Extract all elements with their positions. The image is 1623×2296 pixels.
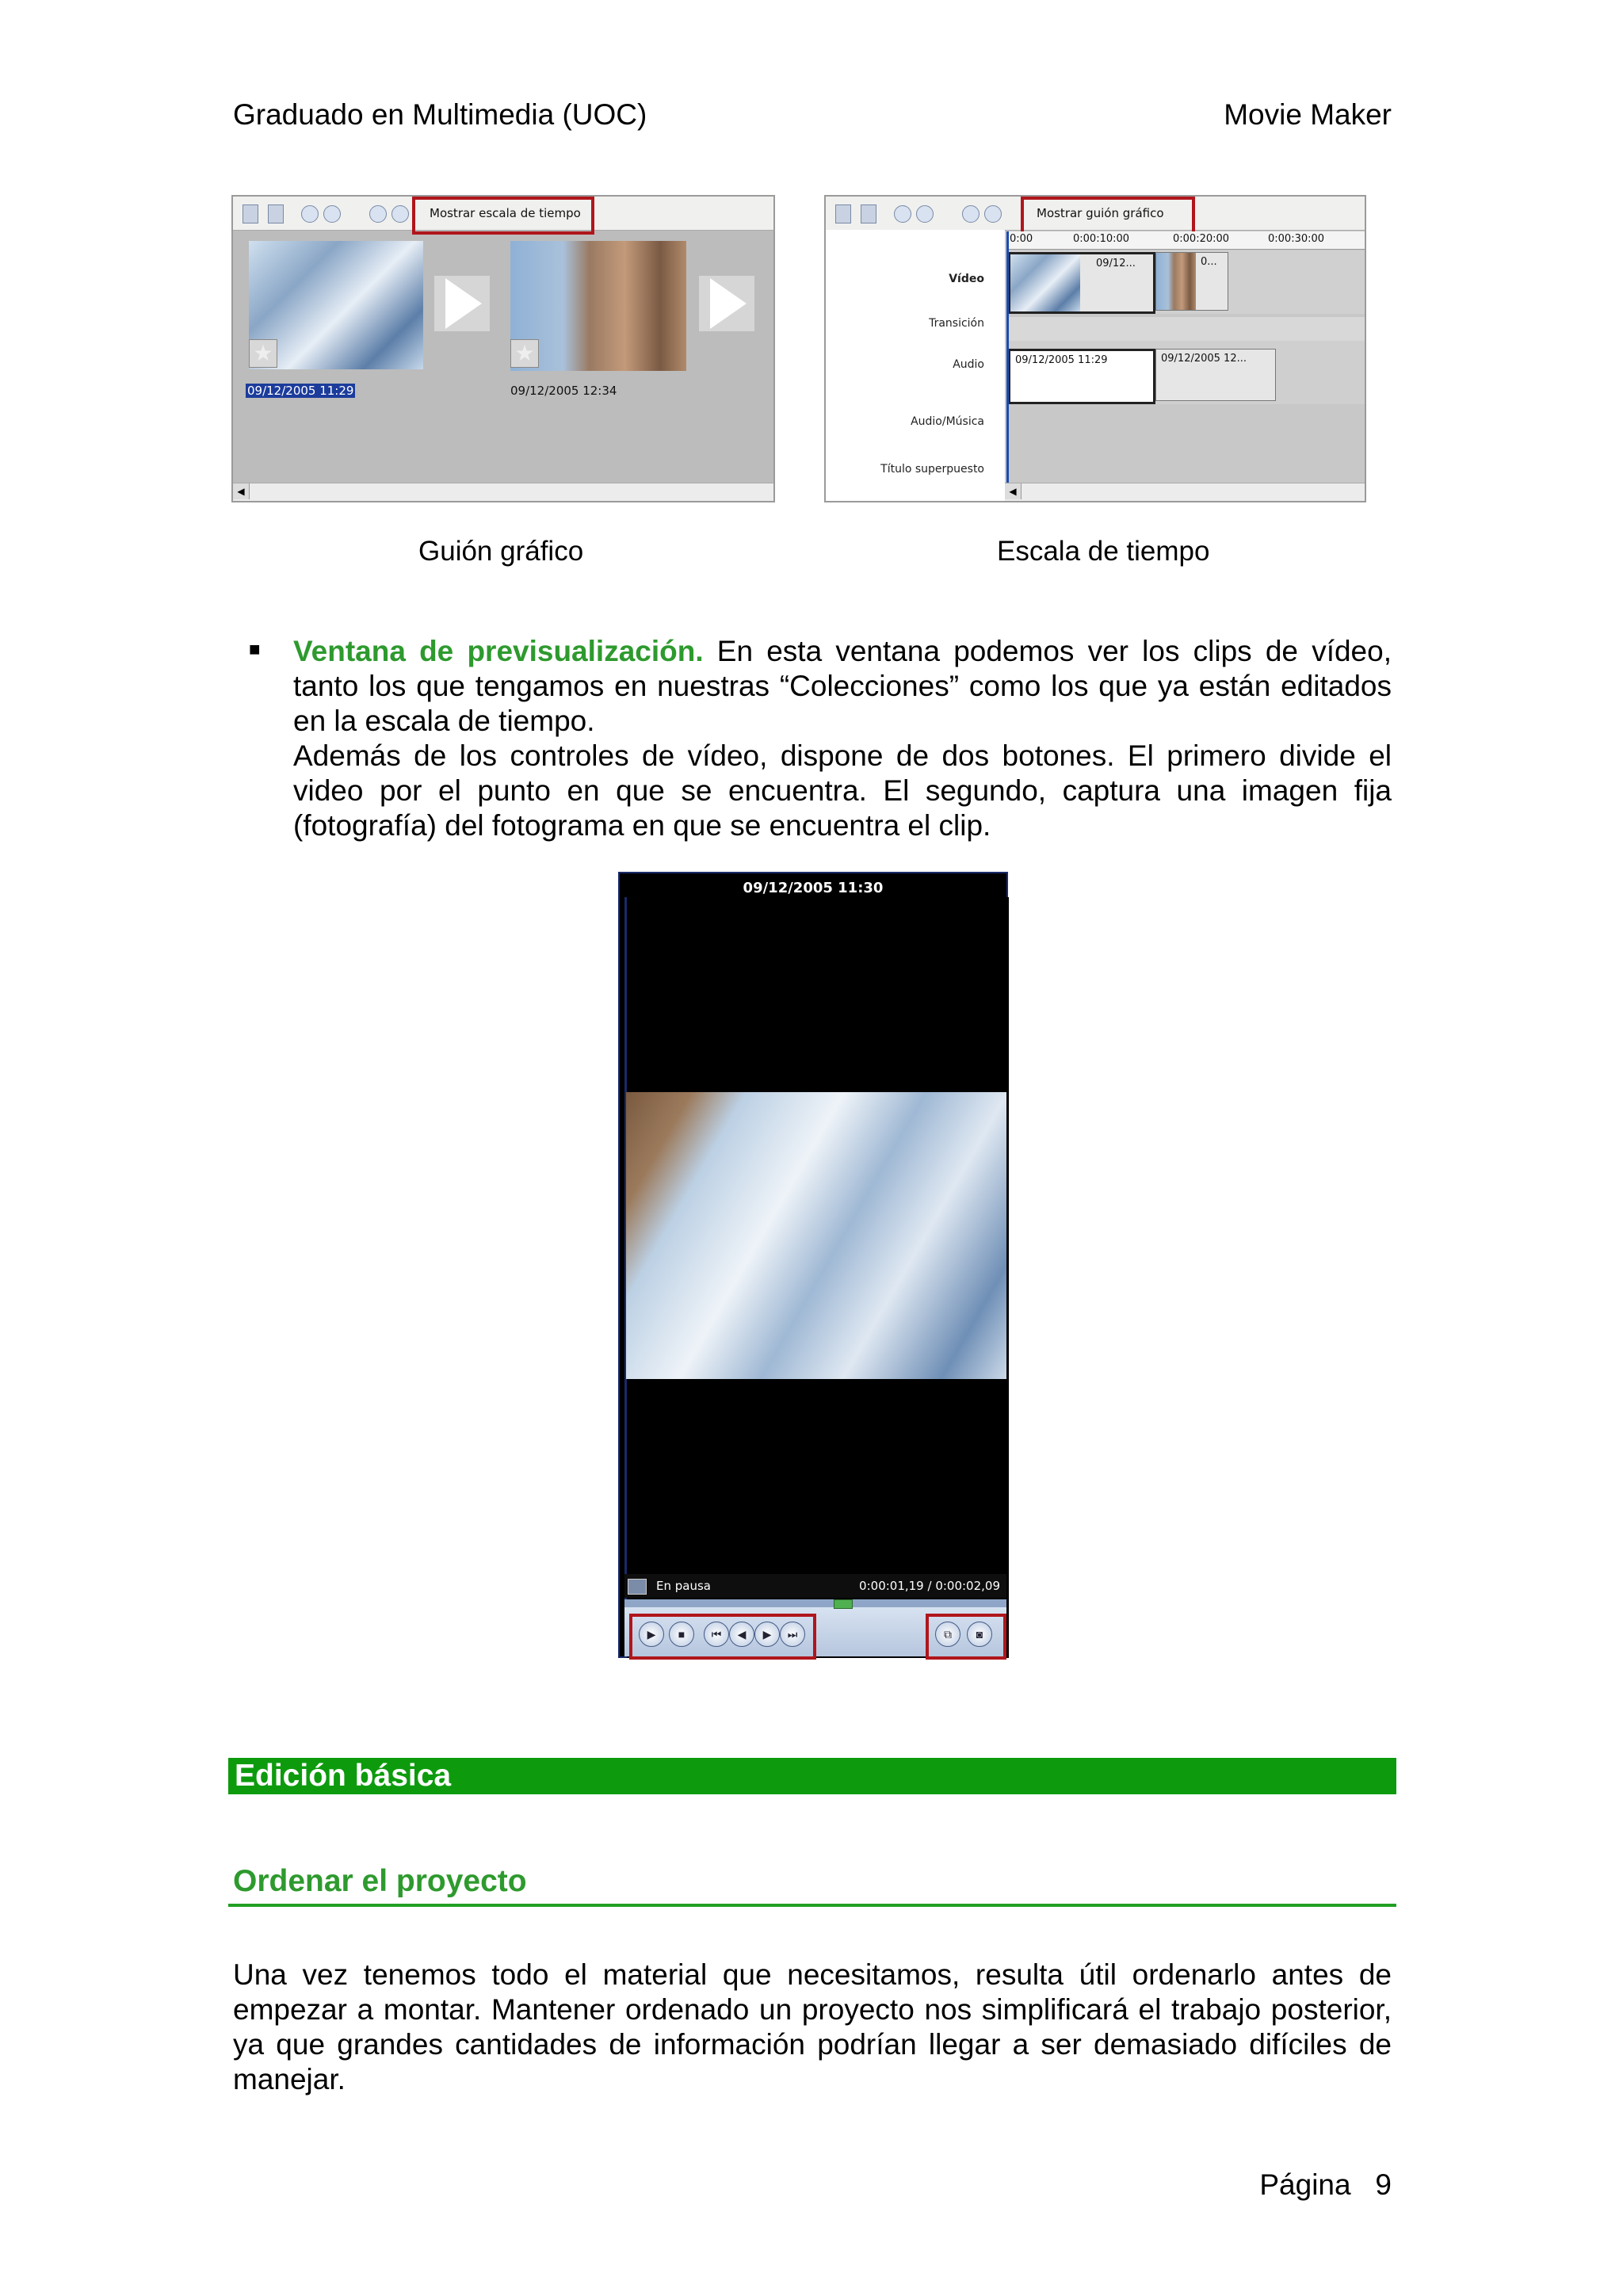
bullet-marker: ■ [249, 639, 261, 660]
zoom-out-icon[interactable] [916, 205, 934, 223]
transition-slot-2[interactable] [699, 276, 754, 331]
previous-frame-icon[interactable]: ◀ [729, 1622, 754, 1647]
microphone-icon[interactable] [268, 204, 284, 223]
storyboard-toolbar [233, 197, 773, 231]
clip-label: 09/12/2005 12... [1161, 353, 1247, 365]
body-paragraph: Una vez tenemos todo el material que necesitamos, resulta útil ordenarlo antes de empezar a montar. Mantener ordenado un proyecto nos simplificará el trabajo posterior, ya que grandes cantidades de información podrían llegar a ser demasiado difíciles de manejar. [233, 1958, 1392, 2095]
next-icon[interactable]: ⏭ [780, 1622, 805, 1647]
track-title-label: Título superpuesto [880, 463, 984, 476]
zoom-in-icon[interactable] [894, 205, 911, 223]
next-frame-icon[interactable]: ▶ [754, 1622, 780, 1647]
bullet-paragraph [293, 634, 1392, 843]
status-text: En pausa [656, 1579, 711, 1593]
previous-icon[interactable]: ⏮ [704, 1622, 729, 1647]
page-number: 9 [1375, 2168, 1392, 2201]
clip-date-1[interactable]: 09/12/2005 11:29 [247, 384, 354, 398]
timeline-toolbar [826, 197, 1365, 231]
rewind-icon[interactable] [369, 205, 387, 223]
star-icon: ★ [249, 339, 277, 368]
track-transition-label: Transición [929, 317, 984, 330]
player-title: 09/12/2005 11:30 [743, 880, 884, 896]
ruler-tick: 0:00:20:00 [1173, 233, 1230, 245]
scroll-left-icon[interactable]: ◀ [1005, 483, 1022, 499]
preview-player [618, 872, 1008, 1658]
page-label: Página [1259, 2168, 1351, 2201]
header-left: Graduado en Multimedia (UOC) [233, 98, 647, 131]
scroll-left-icon[interactable]: ◀ [233, 483, 250, 499]
playhead[interactable] [1006, 231, 1009, 483]
clip-thumbnail [1156, 253, 1196, 310]
horizontal-scrollbar[interactable] [1005, 483, 1365, 501]
clip-thumbnail [1010, 254, 1080, 311]
horizontal-scrollbar[interactable] [233, 483, 773, 501]
arrow-icon [710, 278, 747, 329]
timeline-caption: Escala de tiempo [997, 536, 1210, 567]
status-icon [628, 1579, 647, 1595]
track-music-label: Audio/Música [911, 415, 984, 428]
subsection-rule [228, 1904, 1396, 1907]
transition-slot-1[interactable] [434, 276, 490, 331]
microphone-icon[interactable] [861, 204, 876, 223]
clip-label: 0... [1201, 256, 1217, 268]
ruler-tick: 0:00 [1010, 233, 1033, 245]
track-video-label: Vídeo [949, 273, 984, 285]
status-bar [624, 1574, 1006, 1598]
show-storyboard-button[interactable]: Mostrar guión gráfico [1037, 206, 1164, 220]
subsection-heading: Ordenar el proyecto [233, 1864, 527, 1898]
bullet-text-1: En esta ventana podemos ver los clips de vídeo, tanto los que tengamos en nuestras “Colecciones” como los que ya están editados en la escala de tiempo. [293, 635, 1392, 737]
audio-clip-2[interactable] [1155, 349, 1276, 401]
bullet-lead: Ventana de previsualización. [293, 635, 704, 667]
play-icon[interactable] [984, 205, 1002, 223]
clip-label: 09/12/2005 11:29 [1015, 354, 1108, 366]
zoom-out-icon[interactable] [323, 205, 341, 223]
time-readout: 0:00:01,19 / 0:00:02,09 [859, 1579, 1000, 1593]
play-icon[interactable]: ▶ [639, 1622, 664, 1647]
timeline-screenshot [824, 195, 1366, 502]
clip-label: 09/12... [1096, 258, 1136, 269]
clip-date-2: 09/12/2005 12:34 [510, 384, 617, 398]
stop-icon[interactable]: ■ [669, 1622, 694, 1647]
header-right: Movie Maker [1224, 98, 1392, 131]
storyboard-icon[interactable] [242, 204, 258, 223]
audio-track [1006, 341, 1365, 404]
seek-bar[interactable] [624, 1599, 1006, 1607]
control-bar [624, 1599, 1006, 1656]
ruler-tick: 0:00:30:00 [1268, 233, 1325, 245]
section-heading: Edición básica [228, 1758, 1396, 1794]
play-icon[interactable] [391, 205, 409, 223]
track-audio-label: Audio [953, 358, 984, 371]
zoom-in-icon[interactable] [301, 205, 319, 223]
capture-frame-icon[interactable]: ◙ [967, 1622, 992, 1647]
highlight-box [1021, 197, 1195, 235]
rewind-icon[interactable] [962, 205, 980, 223]
page-footer [1259, 2168, 1392, 2202]
star-icon: ★ [510, 339, 539, 368]
seek-thumb[interactable] [834, 1599, 853, 1609]
storyboard-screenshot [231, 195, 775, 502]
storyboard-icon[interactable] [835, 204, 851, 223]
ruler-tick: 0:00:10:00 [1073, 233, 1130, 245]
storyboard-caption: Guión gráfico [418, 536, 584, 567]
time-ruler[interactable] [1006, 231, 1365, 250]
arrow-icon [445, 278, 482, 329]
bullet-text-2: Además de los controles de vídeo, dispone de dos botones. El primero divide el video por el punto en que se encuentra. El segundo, captura una imagen fija (fotografía) del fotograma en que se encuentra el clip. [293, 739, 1392, 842]
show-timeline-button[interactable]: Mostrar escala de tiempo [430, 206, 581, 220]
video-clip-2[interactable] [1155, 252, 1228, 311]
highlight-box [412, 197, 594, 235]
video-frame [626, 1092, 1006, 1379]
split-clip-icon[interactable]: ⧉ [935, 1622, 960, 1647]
audio-clip-1[interactable] [1008, 349, 1155, 404]
video-track [1006, 250, 1365, 314]
video-clip-1[interactable] [1008, 252, 1155, 314]
